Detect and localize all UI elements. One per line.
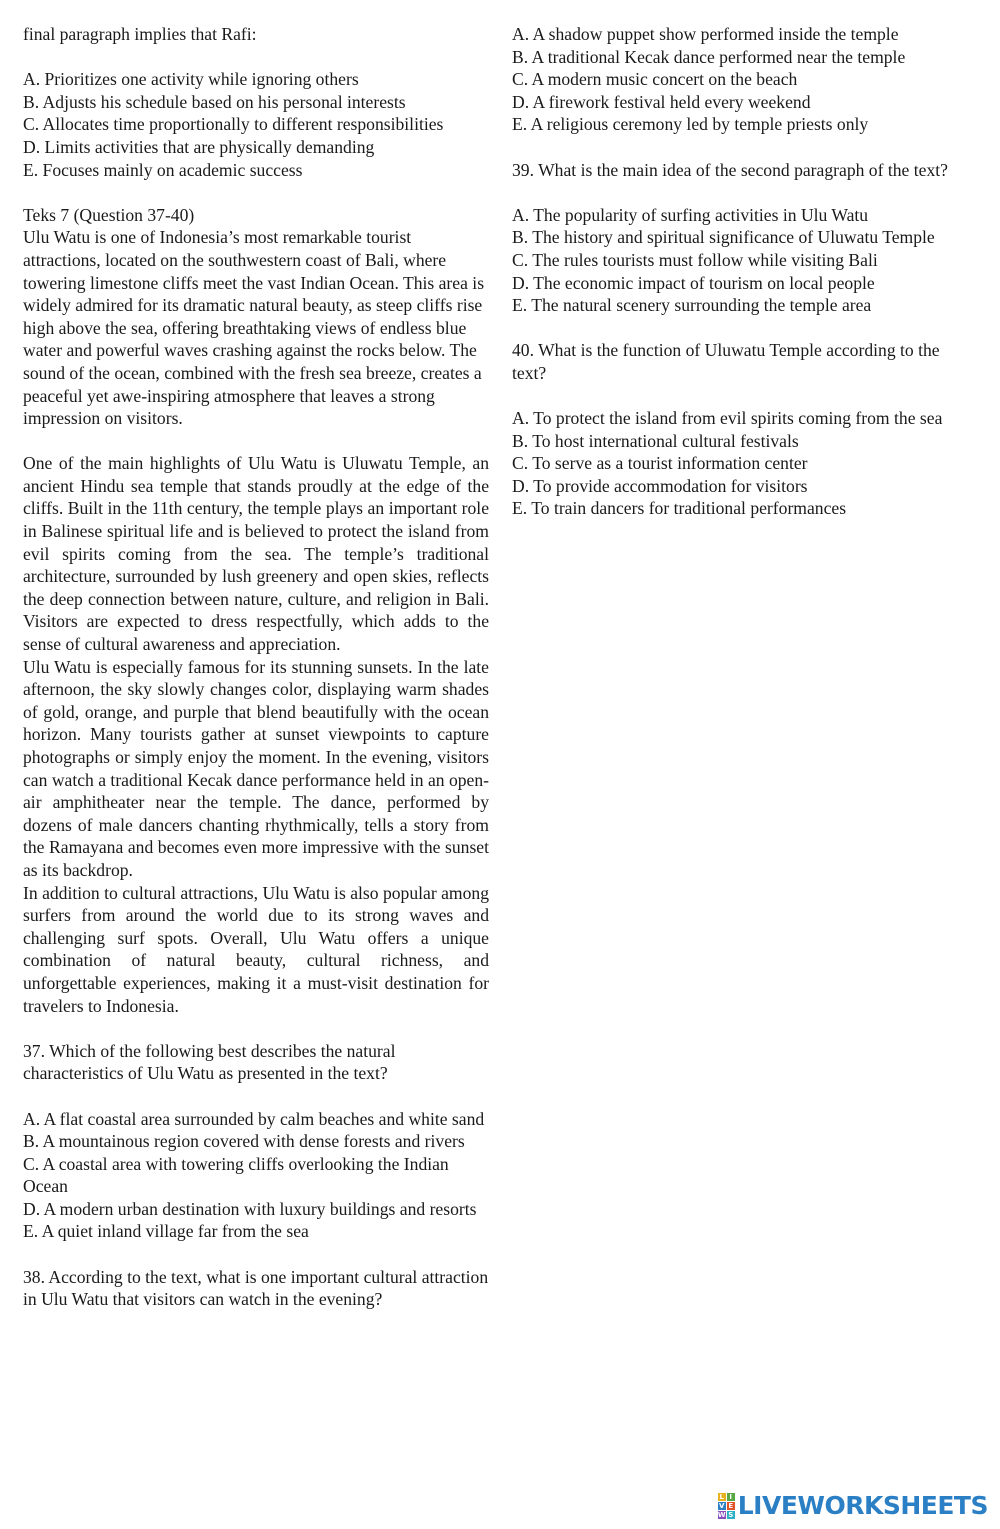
q38-option-c[interactable]: C. A modern music concert on the beach	[512, 69, 798, 90]
q40-option-c[interactable]: C. To serve as a tourist information center	[512, 453, 808, 474]
q40-option-e[interactable]: E. To train dancers for traditional performances	[512, 498, 847, 519]
q36-option-e[interactable]: E. Focuses mainly on academic success	[23, 159, 303, 180]
q39-option-a[interactable]: A. The popularity of surfing activities in Ulu Watu	[512, 204, 869, 225]
q36-option-a[interactable]: A. Prioritizes one activity while ignoring others	[23, 69, 359, 90]
q37-option-c[interactable]: C. A coastal area with towering cliffs overlooking the Indian Ocean	[23, 1153, 449, 1197]
q36-intro: final paragraph implies that Rafi:	[23, 24, 257, 44]
logo-text: LIVEWORKSHEETS	[737, 1491, 988, 1520]
q37-option-a[interactable]: A. A flat coastal area surrounded by calm beaches and white sand	[23, 1108, 485, 1129]
paragraph-3: Ulu Watu is especially famous for its stunning sunsets. In the late afternoon, the sky slowly changes color, displaying warm shades of gold, orange, and purple that blend beautifully with the ocean horizon. Many tourists gather at sunset viewpoints to capture photographs or simply enjoy the moment. In the evening, visitors can watch a traditional Kecak dance performance held in an open-air amphitheater near the temple. The dance, performed by dozens of male dancers chanting rhythmically, tells a story from the Ramayana and becomes even more impressive with the sunset as its backdrop.	[23, 656, 490, 880]
q38-option-e[interactable]: E. A religious ceremony led by temple priests only	[512, 114, 869, 135]
liveworksheets-mark-icon	[718, 1493, 735, 1519]
q38-options	[512, 23, 967, 136]
q40-option-a[interactable]: A. To protect the island from evil spirits coming from the sea	[512, 408, 943, 429]
right-column	[512, 23, 967, 520]
q39-options	[512, 204, 967, 317]
logo-mark-letter: S	[728, 1511, 734, 1519]
q39-question: 39. What is the main idea of the second paragraph of the text?	[512, 159, 948, 180]
q36-option-c[interactable]: C. Allocates time proportionally to different responsibilities	[23, 114, 444, 135]
q39-option-b[interactable]: B. The history and spiritual significance of Uluwatu Temple	[512, 227, 935, 248]
logo-mark-letter: V	[719, 1502, 725, 1510]
logo-mark-letter: I	[727, 1493, 735, 1501]
q37-options	[23, 1108, 489, 1244]
q38-option-d[interactable]: D. A firework festival held every weekend	[512, 91, 811, 112]
logo-mark-letter: L	[719, 1493, 724, 1501]
left-column	[23, 23, 489, 1311]
q39-option-d[interactable]: D. The economic impact of tourism on local people	[512, 272, 875, 293]
q36-option-b[interactable]: B. Adjusts his schedule based on his personal interests	[23, 91, 406, 112]
logo-mark-letter: W	[717, 1511, 726, 1519]
q36-options	[23, 68, 489, 181]
q36-option-d[interactable]: D. Limits activities that are physically demanding	[23, 136, 375, 157]
paragraph-1: Ulu Watu is one of Indonesia’s most remarkable tourist attractions, located on the southwestern coast of Bali, where towering limestone cliffs meet the vast Indian Ocean. This area is widely admired for its dramatic natural beauty, as steep cliffs rise high above the sea, offering breathtaking views of endless blue water and powerful waves crashing against the rocks below. The sound of the ocean, combined with the fresh sea breeze, creates a peaceful yet awe-inspiring atmosphere that leaves a strong impression on visitors.	[23, 227, 485, 429]
q40-question: 40. What is the function of Uluwatu Temple according to the text?	[512, 340, 940, 383]
paragraph-4: In addition to cultural attractions, Ulu Watu is also popular among surfers from around the world due to its strong waves and challenging surf spots. Overall, Ulu Watu offers a unique combination of natural beauty, cultural richness, and unforgettable experiences, making it a must-visit destination for travelers to Indonesia.	[23, 882, 489, 1016]
logo-mark-letter: E	[728, 1502, 734, 1510]
q40-option-d[interactable]: D. To provide accommodation for visitors	[512, 475, 808, 496]
q37-option-e[interactable]: E. A quiet inland village far from the sea	[23, 1221, 309, 1242]
liveworksheets-logo[interactable]	[718, 1492, 988, 1520]
q40-options	[512, 407, 967, 520]
q38-question: 38. According to the text, what is one important cultural attraction in Ulu Watu that visitors can watch in the evening?	[23, 1266, 489, 1310]
q37-question: 37. Which of the following best describes the natural characteristics of Ulu Watu as presented in the text?	[23, 1040, 396, 1084]
text-title: Teks 7 (Question 37-40)	[23, 204, 195, 225]
q37-option-d[interactable]: D. A modern urban destination with luxury buildings and resorts	[23, 1198, 477, 1219]
q40-option-b[interactable]: B. To host international cultural festivals	[512, 430, 799, 451]
q39-option-c[interactable]: C. The rules tourists must follow while visiting Bali	[512, 249, 878, 270]
q38-option-b[interactable]: B. A traditional Kecak dance performed near the temple	[512, 46, 906, 67]
q38-option-a[interactable]: A. A shadow puppet show performed inside the temple	[512, 24, 899, 44]
q39-option-e[interactable]: E. The natural scenery surrounding the temple area	[512, 295, 872, 316]
q37-option-b[interactable]: B. A mountainous region covered with dense forests and rivers	[23, 1131, 465, 1152]
paragraph-2: One of the main highlights of Ulu Watu is Uluwatu Temple, an ancient Hindu sea temple that stands proudly at the edge of the cliffs. Built in the 11th century, the temple plays an important role in Balinese spiritual life and is believed to protect the island from evil spirits coming from the sea. The temple’s traditional architecture, surrounded by lush greenery and open skies, reflects the deep connection between nature, culture, and religion in Bali. Visitors are expected to dress respectfully, which adds to the sense of cultural awareness and appreciation.	[23, 453, 489, 655]
